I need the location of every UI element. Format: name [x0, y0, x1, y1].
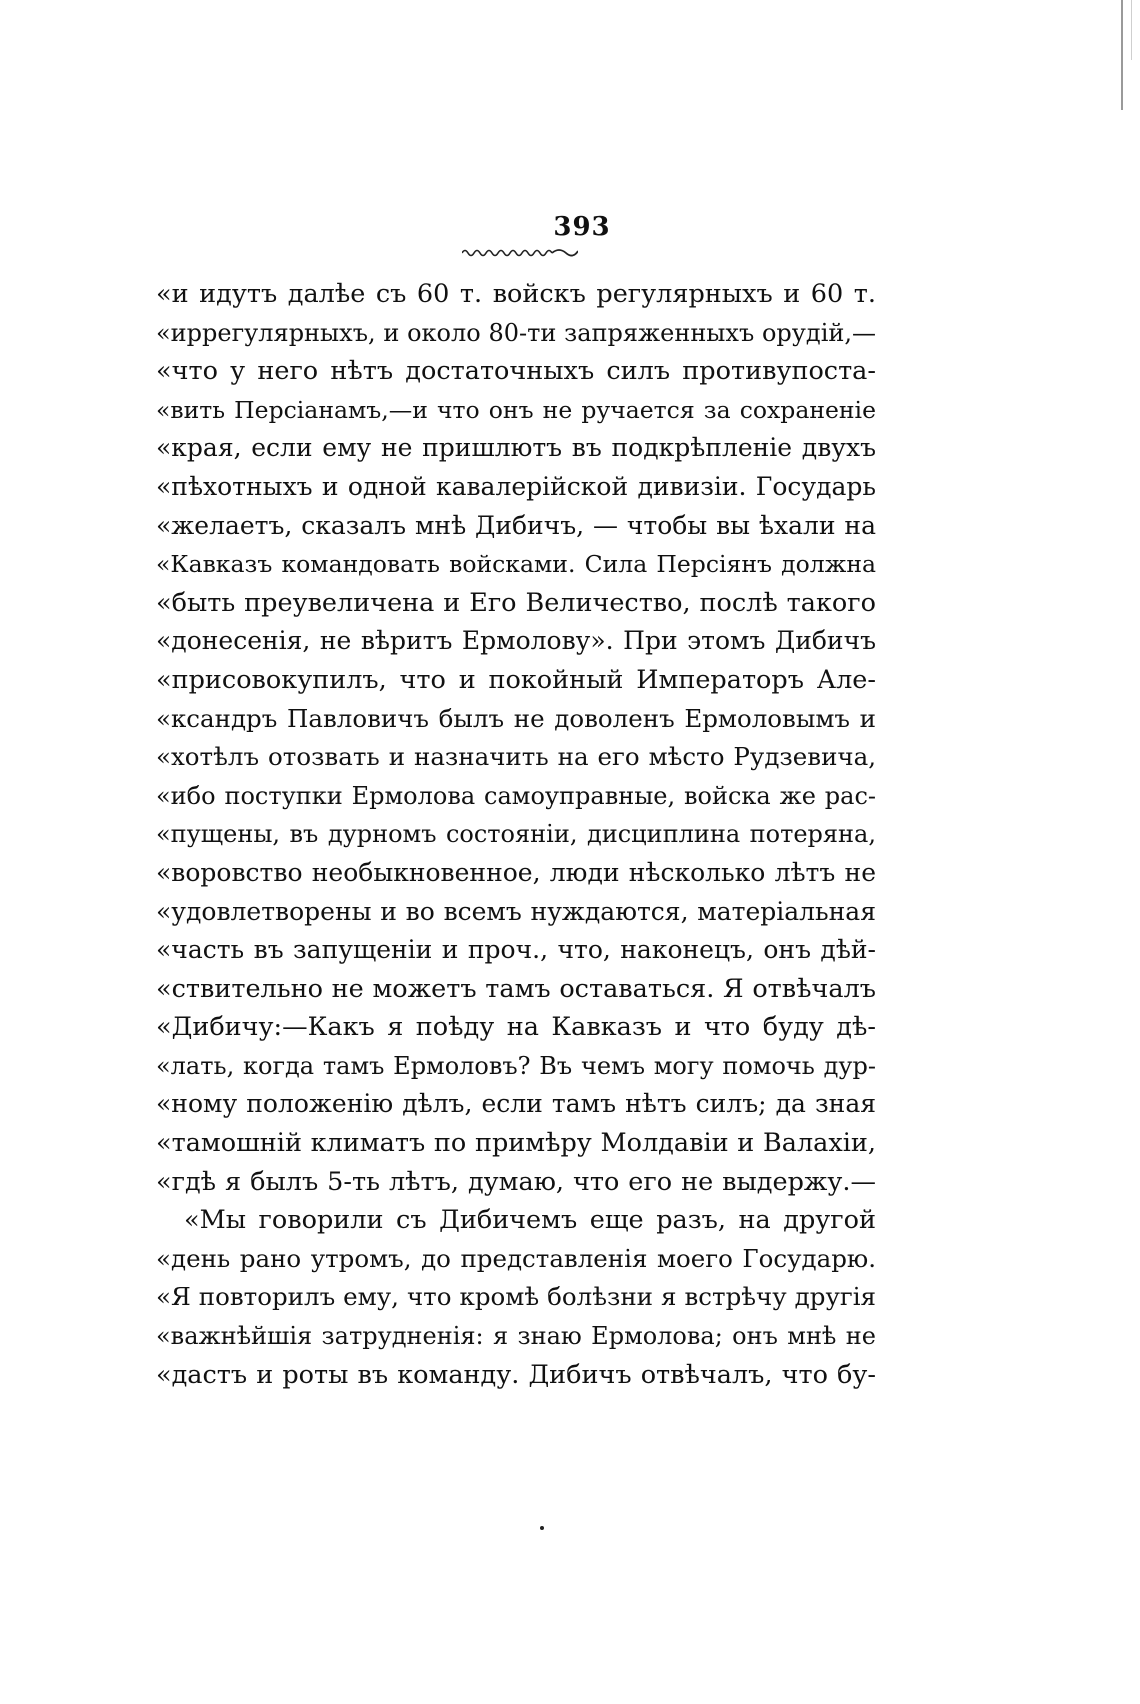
text-line: «ному положенію дѣлъ, если тамъ нѣтъ силъ; да зная — [156, 1089, 876, 1119]
text-line: «ствительно не можетъ тамъ оставаться. Я отвѣчалъ — [156, 973, 876, 1004]
text-line: «гдѣ я былъ 5-ть лѣтъ, думаю, что его не выдержу.— — [156, 1166, 876, 1197]
text-line: «Кавказъ командовать войсками. Сила Персіянъ должна — [156, 550, 876, 579]
text-line: «что у него нѣтъ достаточныхъ силъ противупоста- — [156, 356, 876, 387]
page-number: 393 — [553, 212, 611, 242]
page-edge-line-faint — [1131, 0, 1132, 60]
page-header — [0, 212, 1140, 242]
text-line: «Дибичу:—Какъ я поѣду на Кавказъ и что буду дѣ- — [156, 1012, 876, 1043]
text-line: «часть въ запущеніи и проч., что, наконецъ, онъ дѣй- — [156, 935, 876, 965]
text-line: «Мы говорили съ Дибичемъ еще разъ, на другой — [184, 1205, 876, 1236]
wavy-ornament-rule — [462, 247, 578, 257]
text-line: «Я повторилъ ему, что кромѣ болѣзни я встрѣчу другія — [156, 1282, 876, 1312]
page-edge-line — [1121, 0, 1123, 110]
text-line: «пущены, въ дурномъ состояніи, дисциплина потеряна, — [156, 820, 876, 849]
text-line: «тамошній климатъ по примѣру Молдавіи и Валахіи, — [156, 1128, 876, 1159]
text-line: «ксандръ Павловичъ былъ не доволенъ Ермоловымъ и — [156, 703, 876, 733]
text-line: «вить Персіанамъ,—и что онъ не ручается за сохраненіе — [156, 395, 876, 424]
text-line: «иррегулярныхъ, и около 80-ти запряженныхъ орудій,— — [156, 318, 876, 347]
text-line: «пѣхотныхъ и одной кавалерійской дивизіи. Государь — [156, 471, 876, 501]
text-line: «хотѣлъ отозвать и назначить на его мѣсто Рудзевича, — [156, 742, 876, 772]
ink-speck — [540, 1526, 544, 1530]
text-line: «присовокупилъ, что и покойный Императоръ Але- — [156, 664, 876, 695]
text-line: «лать, когда тамъ Ермоловъ? Въ чемъ могу помочь дур- — [156, 1051, 876, 1080]
text-line: «дастъ и роты въ команду. Дибичъ отвѣчалъ, что бу- — [156, 1359, 876, 1390]
text-line: «важнѣйшія затрудненія: я знаю Ермолова; онъ мнѣ не — [156, 1322, 876, 1351]
text-line: «желаетъ, сказалъ мнѣ Дибичъ, — чтобы вы ѣхали на — [156, 510, 876, 540]
text-line: «донесенія, не вѣритъ Ермолову». При этомъ Дибичъ — [156, 626, 876, 656]
text-line: «быть преувеличена и Его Величество, послѣ такого — [156, 587, 876, 618]
text-line: «ибо поступки Ермолова самоуправные, войска же рас- — [156, 781, 876, 810]
body-text — [156, 275, 876, 1394]
text-line: «день рано утромъ, до представленія моего Государю. — [156, 1243, 876, 1273]
text-line: «и идутъ далѣе съ 60 т. войскъ регулярныхъ и 60 т. — [156, 279, 876, 309]
text-line: «воровство необыкновенное, люди нѣсколько лѣтъ не — [156, 857, 876, 887]
text-line: «удовлетворены и во всемъ нуждаются, матеріальная — [156, 896, 876, 926]
text-line: «края, если ему не пришлютъ въ подкрѣпленіе двухъ — [156, 433, 876, 463]
